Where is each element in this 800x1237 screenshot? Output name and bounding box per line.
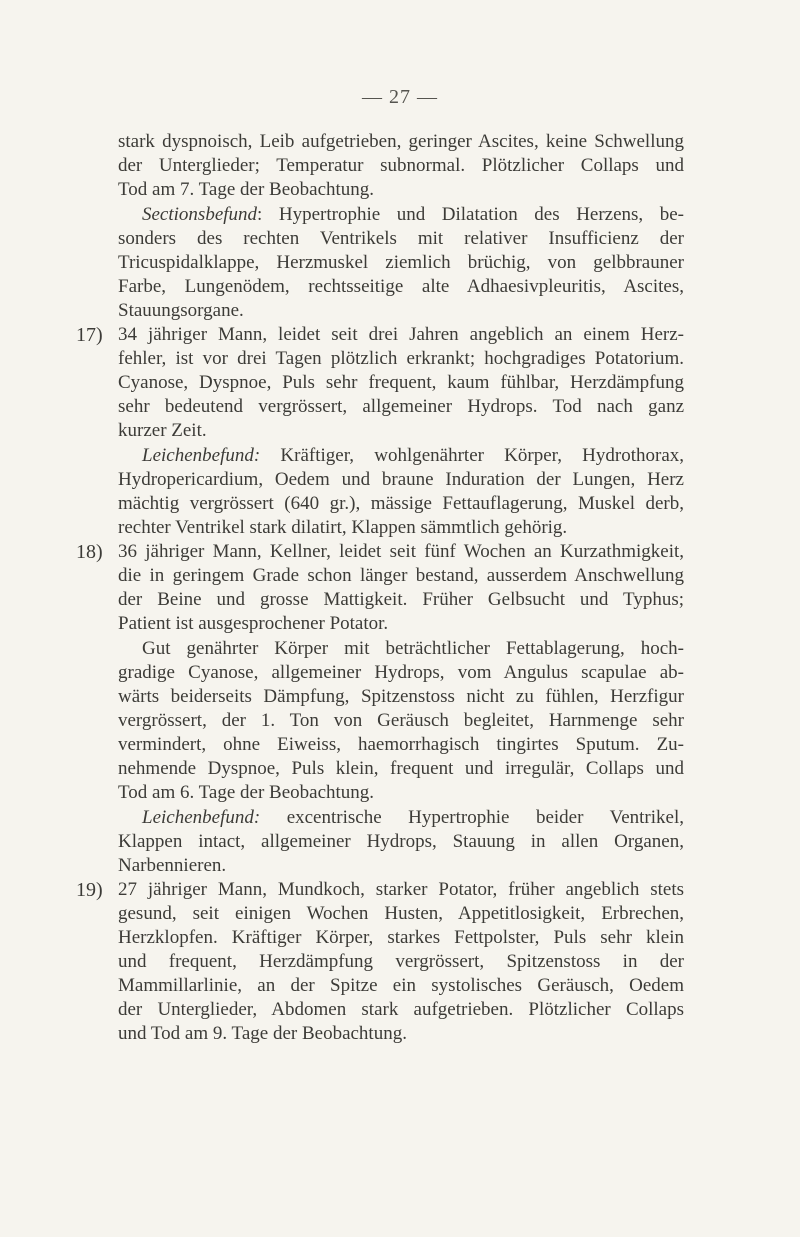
text-line — [142, 806, 684, 830]
text-line: 36 jähriger Mann, Kellner, leidet seit fünf Wochen an Kurzathmigkeit, — [118, 541, 684, 562]
text-span: : Hypertrophie und Dilatation des Herzens, be- — [257, 204, 684, 225]
text-line: Mammillarlinie, an der Spitze ein systolisches Geräusch, Oedem — [118, 975, 684, 996]
text-line: sehr bedeutend vergrössert, allgemeiner Hydrops. Tod nach ganz — [118, 396, 684, 417]
text-line: gesund, seit einigen Wochen Husten, Appetitlosigkeit, Erbrechen, — [118, 903, 684, 924]
text-line: stark dyspnoisch, Leib aufgetrieben, geringer Ascites, keine Schwellung — [118, 131, 684, 152]
text-line: Klappen intact, allgemeiner Hydrops, Stauung in allen Organen, — [118, 831, 684, 852]
text-line: Herzklopfen. Kräftiger Körper, starkes Fettpolster, Puls sehr klein — [118, 927, 684, 948]
text-line: der Unterglieder, Abdomen stark aufgetrieben. Plötzlicher Collaps — [118, 999, 684, 1020]
text-line — [142, 444, 684, 468]
text-line: vergrössert, der 1. Ton von Geräusch begleitet, Harnmenge sehr — [118, 710, 684, 731]
text-line: Cyanose, Dyspnoe, Puls sehr frequent, kaum fühlbar, Herzdämpfung — [118, 372, 684, 393]
text-line: mächtig vergrössert (640 gr.), mässige Fettauflagerung, Muskel derb, — [118, 493, 684, 514]
text-line: und frequent, Herzdämpfung vergrössert, Spitzenstoss in der — [118, 951, 684, 972]
text-line: der Unterglieder; Temperatur subnormal. Plötzlicher Collaps und — [118, 155, 684, 176]
text-span: excentrische Hypertrophie beider Ventrikel, — [260, 807, 684, 828]
text-line: kurzer Zeit. — [118, 420, 207, 441]
section-heading: Sectionsbefund — [142, 204, 258, 225]
text-line: 34 jähriger Mann, leidet seit drei Jahren angeblich an einem Herz- — [118, 324, 684, 345]
text-line: sonders des rechten Ventrikels mit relativer Insufficienz der — [118, 228, 684, 249]
page-number: — 27 — — [362, 86, 438, 108]
text-line: Farbe, Lungenödem, rechtsseitige alte Adhaesivpleuritis, Ascites, — [118, 276, 684, 297]
text-line: und Tod am 9. Tage der Beobachtung. — [118, 1023, 407, 1044]
text-line: Tricuspidalklappe, Herzmuskel ziemlich brüchig, von gelbbrauner — [118, 252, 684, 273]
text-line: vermindert, ohne Eiweiss, haemorrhagisch tingirtes Sputum. Zu- — [118, 734, 684, 755]
case-number: 19) — [76, 879, 103, 901]
text-line: 27 jähriger Mann, Mundkoch, starker Potator, früher angeblich stets — [118, 879, 684, 900]
text-line: Tod am 7. Tage der Beobachtung. — [118, 179, 375, 200]
section-heading: Leichenbefund: — [142, 445, 261, 466]
text-line: fehler, ist vor drei Tagen plötzlich erkrankt; hochgradiges Potatorium. — [118, 348, 684, 369]
text-line: gradige Cyanose, allgemeiner Hydrops, vom Angulus scapulae ab- — [118, 662, 684, 683]
text-line: Hydropericardium, Oedem und braune Induration der Lungen, Herz — [118, 469, 684, 490]
text-line: rechter Ventrikel stark dilatirt, Klappen sämmtlich gehörig. — [118, 517, 568, 538]
text-line: nehmende Dyspnoe, Puls klein, frequent und irregulär, Collaps und — [118, 758, 684, 779]
text-line: Narbennieren. — [118, 855, 227, 876]
text-line — [142, 203, 684, 227]
text-line: Tod am 6. Tage der Beobachtung. — [118, 782, 375, 803]
text-line: Gut genährter Körper mit beträchtlicher Fettablagerung, hoch- — [142, 638, 684, 659]
text-line: wärts beiderseits Dämpfung, Spitzenstoss nicht zu fühlen, Herzfigur — [118, 686, 684, 707]
text-line: Patient ist ausgesprochener Potator. — [118, 613, 389, 634]
text-line: die in geringem Grade schon länger bestand, ausserdem Anschwellung — [118, 565, 684, 586]
case-number: 17) — [76, 324, 103, 346]
text-span: Kräftiger, wohlgenährter Körper, Hydrothorax, — [260, 445, 684, 466]
case-number: 18) — [76, 541, 103, 563]
text-line: Stauungsorgane. — [118, 300, 244, 321]
text-line: der Beine und grosse Mattigkeit. Früher Gelbsucht und Typhus; — [118, 589, 684, 610]
section-heading: Leichenbefund: — [142, 807, 261, 828]
